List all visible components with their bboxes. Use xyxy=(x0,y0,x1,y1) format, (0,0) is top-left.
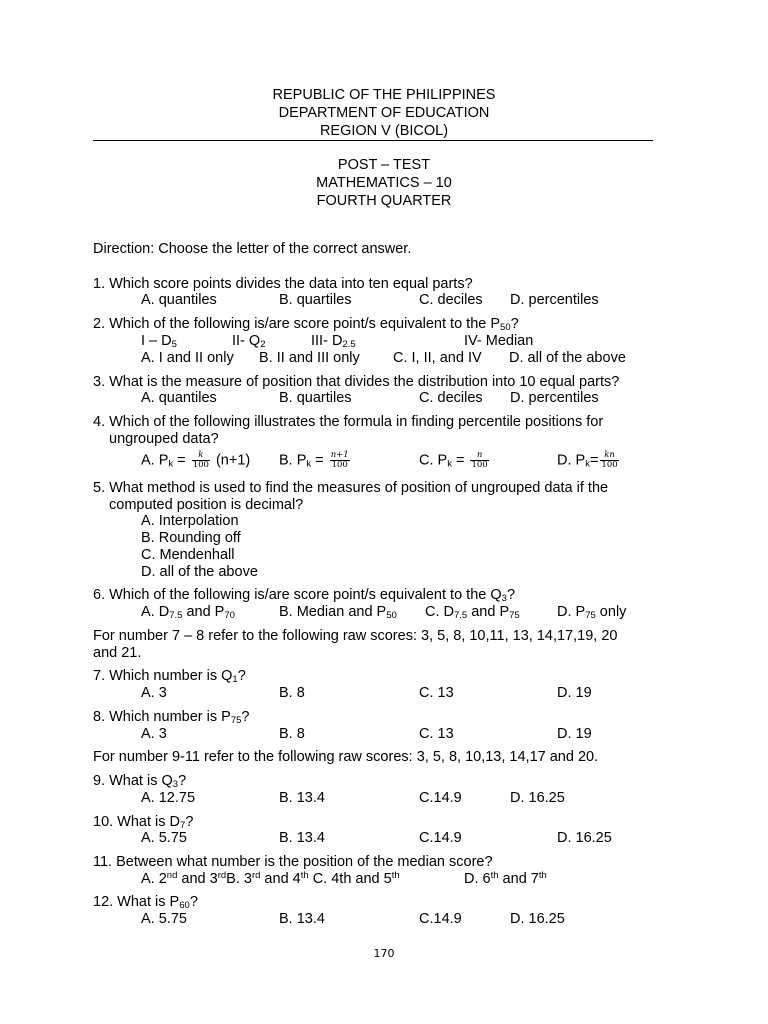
reference-7-8-line-1: For number 7 – 8 refer to the following raw scores: 3, 5, 8, 10,11, 13, 14,17,19, 20 xyxy=(93,628,618,644)
question-10: 10. What is $D_7$? xyxy=(93,814,194,831)
q10-option-c: C.14.9 xyxy=(419,830,462,846)
q11-option-d: D. 6th and 7th xyxy=(464,870,547,887)
question-5-line-2: computed position is decimal? xyxy=(109,497,304,513)
header-line-3: REGION V (BICOL) xyxy=(319,123,449,139)
q5-option-c: C. Mendenhall xyxy=(141,547,235,563)
reference-7-8-line-2: and 21. xyxy=(93,645,142,661)
question-3: 3. What is the measure of position that divides the distribution into 10 equal parts? xyxy=(93,374,620,390)
header-line-2: DEPARTMENT OF EDUCATION xyxy=(278,105,490,121)
q1-option-c: C. deciles xyxy=(419,292,483,308)
q9-option-c: C.14.9 xyxy=(419,790,462,806)
direction-text: Direction: Choose the letter of the correct answer. xyxy=(93,241,412,257)
title-line-3: FOURTH QUARTER xyxy=(316,193,452,209)
q6-option-c: C. $D_{7.5}$ and $P_{75}$ xyxy=(425,604,520,621)
q10-option-b: B. 13.4 xyxy=(279,830,325,846)
title-line-2: MATHEMATICS – 10 xyxy=(316,175,452,191)
q8-option-c: C. 13 xyxy=(419,726,454,742)
q2-option-d: D. all of the above xyxy=(509,350,626,366)
q10-option-d: D. 16.25 xyxy=(557,830,612,846)
question-11: 11. Between what number is the position of the median score? xyxy=(93,854,493,870)
document-header xyxy=(0,86,768,140)
question-12: 12. What is $P_{60}$? xyxy=(93,894,198,911)
q3-option-d: D. percentiles xyxy=(510,390,599,406)
q8-option-a: A. 3 xyxy=(141,726,167,742)
q3-option-c: C. deciles xyxy=(419,390,483,406)
question-9: 9. What is $Q_3$? xyxy=(93,773,187,790)
q12-option-b: B. 13.4 xyxy=(279,911,325,927)
q1-option-d: D. percentiles xyxy=(510,292,599,308)
q6-option-b: B. Median and $P_{50}$ xyxy=(279,604,397,621)
q5-option-b: B. Rounding off xyxy=(141,530,241,546)
q9-option-d: D. 16.25 xyxy=(510,790,565,806)
question-4-line-2: ungrouped data? xyxy=(109,431,219,447)
q2-item-2: II- $Q_2$ xyxy=(232,333,266,350)
page-number: 170 xyxy=(373,947,395,960)
title-line-1: POST – TEST xyxy=(337,157,431,173)
question-2: 2. Which of the following is/are score point/s equivalent to the $P_{50}$? xyxy=(93,316,519,333)
question-6: 6. Which of the following is/are score point/s equivalent to the $Q_3$? xyxy=(93,587,516,604)
q4-b-fraction: $\frac{n+1}{100}$ xyxy=(330,450,349,470)
q8-option-b: B. 8 xyxy=(279,726,305,742)
reference-9-11: For number 9-11 refer to the following raw scores: 3, 5, 8, 10,13, 14,17 and 20. xyxy=(93,749,599,765)
q2-option-b: B. II and III only xyxy=(259,350,360,366)
q3-option-b: B. quartiles xyxy=(279,390,352,406)
q5-option-a: A. Interpolation xyxy=(141,513,239,529)
question-8: 8. Which number is $P_{75}$? xyxy=(93,709,250,726)
q4-d-fraction: $\frac{kn}{100}$ xyxy=(601,450,618,470)
q2-option-a: A. I and II only xyxy=(141,350,234,366)
q7-option-a: A. 3 xyxy=(141,685,167,701)
q12-option-a: A. 5.75 xyxy=(141,911,187,927)
q9-option-a: A. 12.75 xyxy=(141,790,196,806)
q2-item-1: I – $D_5$ xyxy=(141,333,177,350)
question-1: 1. Which score points divides the data into ten equal parts? xyxy=(93,276,473,292)
q1-option-b: B. quartiles xyxy=(279,292,352,308)
q4-option-b: B. $P_k$ = $\frac{n+1}{100}$ xyxy=(279,450,349,470)
q2-item-4: IV- Median xyxy=(464,333,534,349)
q8-option-d: D. 19 xyxy=(557,726,592,742)
q12-option-d: D. 16.25 xyxy=(510,911,565,927)
q12-option-c: C.14.9 xyxy=(419,911,462,927)
q7-option-b: B. 8 xyxy=(279,685,305,701)
q7-option-d: D. 19 xyxy=(557,685,592,701)
q4-c-fraction: $\frac{n}{100}$ xyxy=(471,450,488,470)
q11-options-abc: A. 2nd and 3rdB. 3rd and 4th C. 4th and 5th xyxy=(141,870,400,887)
q10-option-a: A. 5.75 xyxy=(141,830,187,846)
q7-option-c: C. 13 xyxy=(419,685,454,701)
header-line-1: REPUBLIC OF THE PHILIPPINES xyxy=(272,87,496,103)
question-4-line-1: 4. Which of the following illustrates the formula in finding percentile positions for xyxy=(93,414,604,430)
q5-option-d: D. all of the above xyxy=(141,564,258,580)
q4-a-fraction: $\frac{k}{100}$ xyxy=(192,450,209,470)
q4-option-c: C. $P_k$ = $\frac{n}{100}$ xyxy=(419,450,488,470)
q3-option-a: A. quantiles xyxy=(141,390,217,406)
question-5-line-1: 5. What method is used to find the measures of position of ungrouped data if the xyxy=(93,480,609,496)
q9-option-b: B. 13.4 xyxy=(279,790,325,806)
q4-option-d: D. $P_k=$ $\frac{kn}{100}$ xyxy=(557,450,618,470)
header-divider xyxy=(93,140,653,141)
q2-option-c: C. I, II, and IV xyxy=(393,350,482,366)
question-7: 7. Which number is $Q_1$? xyxy=(93,668,246,685)
q2-item-3: III- $D_{2.5}$ xyxy=(311,333,356,350)
q1-option-a: A. quantiles xyxy=(141,292,217,308)
q6-option-d: D. $P_{75}$ only xyxy=(557,604,627,621)
test-title xyxy=(0,156,768,210)
q6-option-a: A. $D_{7.5}$ and $P_{70}$ xyxy=(141,604,235,621)
q4-option-a: A. $P_k$ = $\frac{k}{100}$ (n+1) xyxy=(141,450,251,470)
